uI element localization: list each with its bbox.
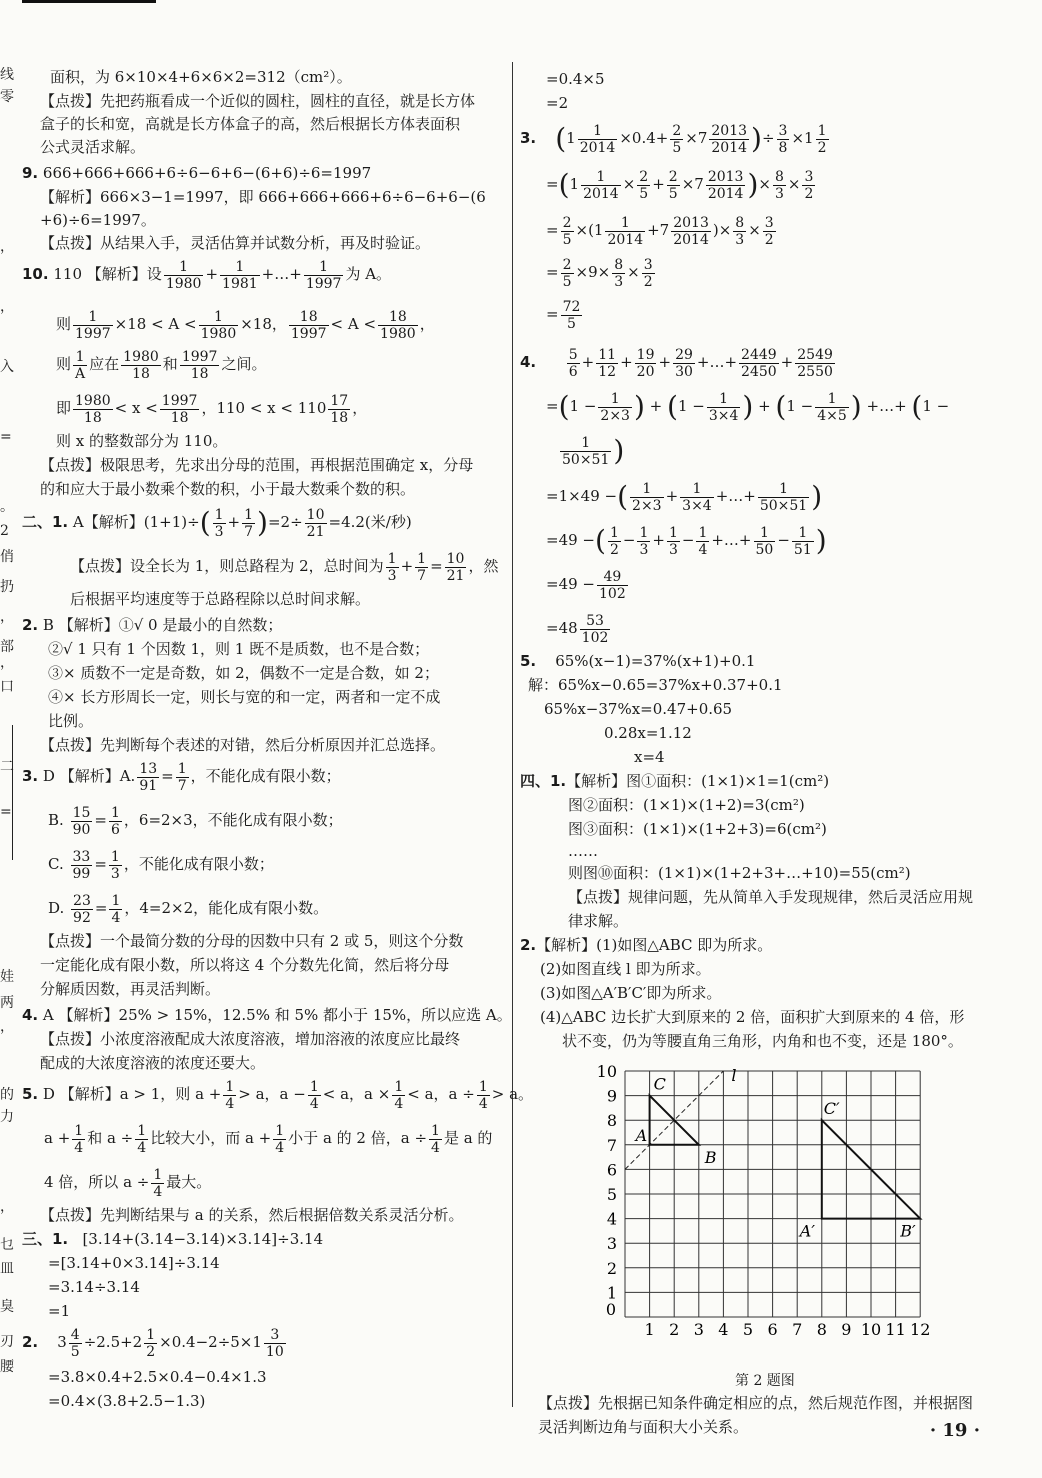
y-tick-label: 8 bbox=[606, 1111, 617, 1131]
margin-fragment: 乜 bbox=[0, 1237, 14, 1253]
q3-option-c: C. $\frac{33}{99}$ = $\frac{1}{3}$ ，不能化成有限小数； bbox=[48, 848, 274, 882]
text-line: 比例。 bbox=[48, 712, 94, 730]
text-line: 盒子的长和宽，高就是长方体盒子的高，然后根据长方体表面积 bbox=[40, 115, 461, 133]
text-line: 配成的大浓度溶液的浓度还要大。 bbox=[40, 1054, 266, 1072]
text-line: ④× 长方形周长一定，则长与宽的和一定，两者和一定不成 bbox=[48, 688, 441, 706]
top-rule bbox=[22, 0, 156, 3]
margin-fragment: 娃 bbox=[0, 969, 14, 985]
calc-step: =[3.14+0×3.14]÷3.14 bbox=[48, 1254, 220, 1272]
margin-fragment: 2 bbox=[0, 523, 9, 539]
point-label: C′ bbox=[823, 1099, 840, 1119]
hint-line: 【点拨】先判断结果与 a 的关系，然后根据倍数关系灵活分析。 bbox=[40, 1206, 464, 1224]
section-3-q2: 2. 3 $\frac{4}{5}$ ÷2.5+2 $\frac{1}{2}$ ×0.4−2÷5×1 $\frac{3}{10}$ bbox=[22, 1326, 284, 1360]
calc-step: x=4 bbox=[634, 748, 665, 766]
calc-step: 65%x−37%x=0.47+0.65 bbox=[544, 700, 733, 718]
margin-fragment: ， bbox=[0, 655, 14, 671]
margin-fragment: 力 bbox=[0, 1109, 14, 1125]
y-tick-label: 4 bbox=[606, 1209, 617, 1229]
x-tick-label: 10 bbox=[860, 1320, 882, 1339]
x-tick-label: 9 bbox=[841, 1320, 852, 1339]
x-tick-label: 8 bbox=[816, 1320, 827, 1339]
calc-step: =(1 − $\frac{1}{2\times 3}$ ) + (1 − $\frac{1}{3\times 4}$ ) + (1 − $\frac{1}{4\times 5}$ ) +…+ (1 − bbox=[546, 390, 950, 424]
calc-step: 图③面积：(1×1)×(1+2+3)=6(cm²) bbox=[568, 820, 827, 838]
margin-fragment: 入 bbox=[0, 359, 14, 375]
left-margin-fragments bbox=[0, 60, 18, 1420]
calc-step: =49 − $\frac{49}{102}$ bbox=[546, 568, 626, 602]
calc-step: 解：65%x−0.65=37%x+0.37+0.1 bbox=[528, 676, 783, 694]
margin-fragment: ， bbox=[0, 1199, 14, 1215]
text-line: 则 x 的整数部分为 110。 bbox=[56, 432, 228, 450]
calc-step: =1 bbox=[48, 1302, 71, 1320]
y-tick-label: 9 bbox=[606, 1086, 617, 1106]
q10-step: 则 $\frac{1}{A}$ 应在 $\frac{1980}{18}$ 和 $\frac{1997}{18}$ 之间。 bbox=[56, 348, 267, 382]
calc-step: =3.8×0.4+2.5×0.4−0.4×1.3 bbox=[48, 1368, 267, 1386]
margin-fragment: 二 bbox=[0, 759, 14, 775]
text-line: (2)如图直线 l 即为所求。 bbox=[540, 960, 711, 978]
x-tick-label: 1 bbox=[644, 1320, 655, 1339]
point-label: A bbox=[635, 1125, 648, 1145]
calc-step: …… bbox=[568, 842, 598, 860]
section-4-q1: 四、1.【解析】图①面积：(1×1)×1=1(cm²) bbox=[520, 772, 830, 790]
calc-step: = $\frac{2}{5}$ ×(1 $\frac{1}{2014}$ +7 $\frac{2013}{2014}$ )× $\frac{8}{3}$ × $\frac{3}{2}$ bbox=[546, 214, 774, 248]
section-3-q5: 5. 65%(x−1)=37%(x+1)+0.1 bbox=[520, 652, 756, 670]
hint-line: 【点拨】一个最简分数的分母的因数中只有 2 或 5，则这个分数 bbox=[40, 932, 464, 950]
hint-line: 【点拨】小浓度溶液配成大浓度溶液，增加溶液的浓度应比最终 bbox=[40, 1030, 461, 1048]
text-line: 分解质因数，再灵活判断。 bbox=[40, 980, 221, 998]
q3-option-d: D. $\frac{23}{92}$ = $\frac{1}{4}$ ，4=2×2，能化成有限小数。 bbox=[48, 892, 329, 926]
hint-line: 【点拨】先把药瓶看成一个近似的圆柱，圆柱的直径，就是长方体 bbox=[40, 92, 476, 110]
calc-step: = $\frac{72}{5}$ bbox=[546, 298, 581, 332]
text-line: +6)÷6=1997。 bbox=[40, 211, 156, 229]
calc-step: $\frac{1}{50\times 51}$ ) bbox=[562, 434, 625, 468]
margin-fragment: 的 bbox=[0, 1087, 14, 1103]
section-2-q3: 3. D 【解析】A. $\frac{13}{91}$ = $\frac{1}{7}$ ，不能化成有限小数； bbox=[22, 760, 341, 794]
x-tick-label: 0 bbox=[605, 1300, 617, 1319]
calc-step: =(1 $\frac{1}{2014}$ × $\frac{2}{5}$ + $\frac{2}{5}$ ×7 $\frac{2013}{2014}$ )× $\frac{8}{3}$ × $\frac{3}{2}$ bbox=[546, 168, 814, 202]
section-2-q4: 4. A 【解析】25% > 15%，12.5% 和 5% 都小于 15%，所以应选 A。 bbox=[22, 1006, 512, 1024]
y-tick-label: 6 bbox=[606, 1160, 617, 1180]
q10-step: 则 $\frac{1}{1997}$ ×18 < A < $\frac{1}{1980}$ ×18， $\frac{18}{1997}$ < A < $\frac{18}{1980}$ ， bbox=[56, 308, 435, 342]
section-2-q2: 2. B 【解析】①√ 0 是最小的自然数； bbox=[22, 616, 283, 634]
x-tick-label: 11 bbox=[885, 1320, 906, 1339]
point-label: B bbox=[704, 1147, 717, 1167]
text-line: ②√ 1 只有 1 个因数 1，则 1 既不是质数，也不是合数； bbox=[48, 640, 430, 658]
section-2-q5: 5. D 【解析】a > 1，则 a + $\frac{1}{4}$ > a，a − $\frac{1}{4}$ < a，a × $\frac{1}{4}$ < a，a ÷ $\frac{1}{4}$ > a。 bbox=[22, 1078, 534, 1112]
question-9: 9. 666+666+666+6÷6−6+6−(6+6)÷6=1997 bbox=[22, 164, 372, 182]
x-tick-label: 12 bbox=[910, 1320, 931, 1339]
column-divider bbox=[512, 62, 513, 1407]
hint-line: 【点拨】规律问题，先从简单入手发现规律，然后灵活应用规 bbox=[568, 888, 974, 906]
text-line: ③× 质数不一定是奇数，如 2，偶数不一定是合数，如 2； bbox=[48, 664, 439, 682]
grid-figure bbox=[595, 1055, 940, 1365]
hint-line: 【点拨】先判断每个表述的对错，然后分析原因并汇总选择。 bbox=[40, 736, 446, 754]
calc-step: =48 $\frac{53}{102}$ bbox=[546, 612, 609, 646]
figure-caption: 第 2 题图 bbox=[735, 1373, 795, 1389]
section-2-q1: 二、1. A【解析】(1+1)÷( $\frac{1}{3}$ + $\frac{1}{7}$ )=2÷ $\frac{10}{21}$ =4.2(米/秒) bbox=[22, 506, 412, 540]
page-number: · 19 · bbox=[929, 1420, 980, 1441]
margin-fragment: ， bbox=[0, 609, 14, 625]
x-tick-label: 2 bbox=[669, 1320, 680, 1339]
y-tick-label: 10 bbox=[596, 1062, 617, 1081]
analysis-line: 【解析】666×3−1=1997，即 666+666+666+6÷6−6+6−(6 bbox=[40, 188, 486, 206]
calc-step: 0.28x=1.12 bbox=[604, 724, 692, 742]
question-10: 10. 110 【解析】设 $\frac{1}{1980}$ + $\frac{1}{1981}$ +…+ $\frac{1}{1997}$ 为 A。 bbox=[22, 258, 392, 292]
section-3-q1: 三、1. [3.14+(3.14−3.14)×3.14]÷3.14 bbox=[22, 1230, 324, 1248]
hint-line: 【点拨】先根据已知条件确定相应的点，然后规范作图，并根据图 bbox=[538, 1394, 974, 1412]
margin-fragment: 部 bbox=[0, 639, 14, 655]
calc-step: =0.4×5 bbox=[546, 70, 605, 88]
margin-fragment: = bbox=[0, 804, 12, 820]
q10-step: 即 $\frac{1980}{18}$ < x < $\frac{1997}{18}$ ，110 < x < 110 $\frac{17}{18}$ ， bbox=[56, 392, 368, 426]
margin-fragment: 线 bbox=[0, 67, 14, 83]
margin-fragment: 零 bbox=[0, 89, 14, 105]
text-line: (4)△ABC 边长扩大到原来的 2 倍，面积扩大到原来的 4 倍，形 bbox=[540, 1008, 965, 1026]
line-l-label: l bbox=[731, 1066, 737, 1085]
point-label: A′ bbox=[799, 1221, 815, 1241]
q5-step: 4 倍，所以 a ÷ $\frac{1}{4}$ 最大。 bbox=[44, 1166, 212, 1200]
x-tick-label: 6 bbox=[767, 1320, 778, 1339]
calc-step: =1×49 −( $\frac{1}{2\times 3}$ + $\frac{1}{3\times 4}$ +…+ $\frac{1}{50\times 51}$ ) bbox=[546, 480, 823, 514]
y-tick-label: 2 bbox=[606, 1258, 617, 1278]
y-tick-label: 7 bbox=[606, 1135, 617, 1155]
calc-step: =49 −( $\frac{1}{2}$ − $\frac{1}{3}$ + $\frac{1}{3}$ − $\frac{1}{4}$ +…+ $\frac{1}{50}$ − $\frac{1}{51}$ ) bbox=[546, 524, 827, 558]
calc-step: =2 bbox=[546, 94, 569, 112]
q5-step: a + $\frac{1}{4}$ 和 a ÷ $\frac{1}{4}$ 比较大小，而 a + $\frac{1}{4}$ 小于 a 的 2 倍，a ÷ $\frac{1}{4}$ 是 a 的 bbox=[44, 1122, 493, 1156]
hint-line: 【点拨】极限思考，先求出分母的范围，再根据范围确定 x，分母 bbox=[40, 456, 474, 474]
margin-fragment: ， bbox=[0, 239, 14, 255]
margin-fragment: 扔 bbox=[0, 579, 14, 595]
calc-step: = $\frac{2}{5}$ ×9× $\frac{8}{3}$ × $\frac{3}{2}$ bbox=[546, 256, 653, 290]
x-tick-label: 5 bbox=[742, 1320, 754, 1339]
text-line: 灵活判断边角与面积大小关系。 bbox=[538, 1418, 749, 1436]
point-label: B′ bbox=[900, 1221, 916, 1241]
calc-step: 则图⑩面积：(1×1)×(1+2+3+…+10)=55(cm²) bbox=[568, 864, 911, 882]
margin-fragment: 口 bbox=[0, 679, 14, 695]
calc-step: =0.4×(3.8+2.5−1.3) bbox=[48, 1392, 206, 1410]
x-tick-label: 4 bbox=[718, 1320, 729, 1339]
margin-fragment: 两 bbox=[0, 995, 14, 1011]
y-tick-label: 5 bbox=[606, 1185, 617, 1204]
text-line: 状不变，仍为等腰直角三角形，内角和也不变，还是 180°。 bbox=[562, 1032, 963, 1050]
margin-fragment: 腰 bbox=[0, 1359, 14, 1375]
section-3-q3: 3. (1 $\frac{1}{2014}$ ×0.4+ $\frac{2}{5}$ ×7 $\frac{2013}{2014}$ )÷ $\frac{3}{8}$ ×1 $\frac{1}{2}$ bbox=[520, 122, 827, 156]
margin-fragment: 俏 bbox=[0, 549, 14, 565]
text-line: 的和应大于最小数乘个数的积，小于最大数乘个数的积。 bbox=[40, 480, 416, 498]
q3-option-b: B. $\frac{15}{90}$ = $\frac{1}{6}$ ，6=2×3，不能化成有限小数； bbox=[48, 804, 343, 838]
margin-fragment: 。 bbox=[0, 499, 14, 515]
margin-fragment: ， bbox=[0, 1019, 14, 1035]
point-label: C bbox=[653, 1074, 666, 1094]
y-tick-label: 3 bbox=[606, 1234, 617, 1254]
x-tick-label: 3 bbox=[693, 1320, 704, 1339]
y-tick-label: 1 bbox=[606, 1283, 617, 1303]
margin-fragment: = bbox=[0, 429, 12, 445]
margin-fragment: ， bbox=[0, 299, 14, 315]
hint-line: 【点拨】从结果入手，灵活估算并试数分析，再及时验证。 bbox=[40, 234, 431, 252]
x-tick-label: 7 bbox=[792, 1320, 803, 1339]
text-line: 面积，为 6×10×4+6×6×2=312（cm²）。 bbox=[50, 68, 352, 86]
hint-line: 【点拨】设全长为 1，则总路程为 2，总时间为 $\frac{1}{3}$ + $\frac{1}{7}$ = $\frac{10}{21}$ ，然 bbox=[70, 550, 499, 584]
text-line: 律求解。 bbox=[568, 912, 629, 930]
text-line: (3)如图△A′B′C′即为所求。 bbox=[540, 984, 722, 1002]
calc-step: 图②面积：(1×1)×(1+2)=3(cm²) bbox=[568, 796, 805, 814]
text-line: 一定能化成有限小数，所以将这 4 个分数先化简，然后将分母 bbox=[40, 956, 450, 974]
text-line: 后根据平均速度等于总路程除以总时间求解。 bbox=[70, 590, 371, 608]
section-3-q4: 4. $\frac{5}{6}$ + $\frac{11}{12}$ + $\frac{19}{20}$ + $\frac{29}{30}$ +…+ $\frac{2449}{2450}$ + $\frac{2549}{2550}$ bbox=[520, 346, 833, 380]
calc-step: =3.14÷3.14 bbox=[48, 1278, 140, 1296]
margin-fragment: 刃 bbox=[0, 1334, 14, 1350]
section-4-q2: 2.【解析】(1)如图△ABC 即为所求。 bbox=[520, 936, 773, 954]
text-line: 公式灵活求解。 bbox=[40, 138, 146, 156]
margin-fragment: 皿 bbox=[0, 1261, 14, 1277]
margin-fragment: 臭 bbox=[0, 1299, 14, 1315]
